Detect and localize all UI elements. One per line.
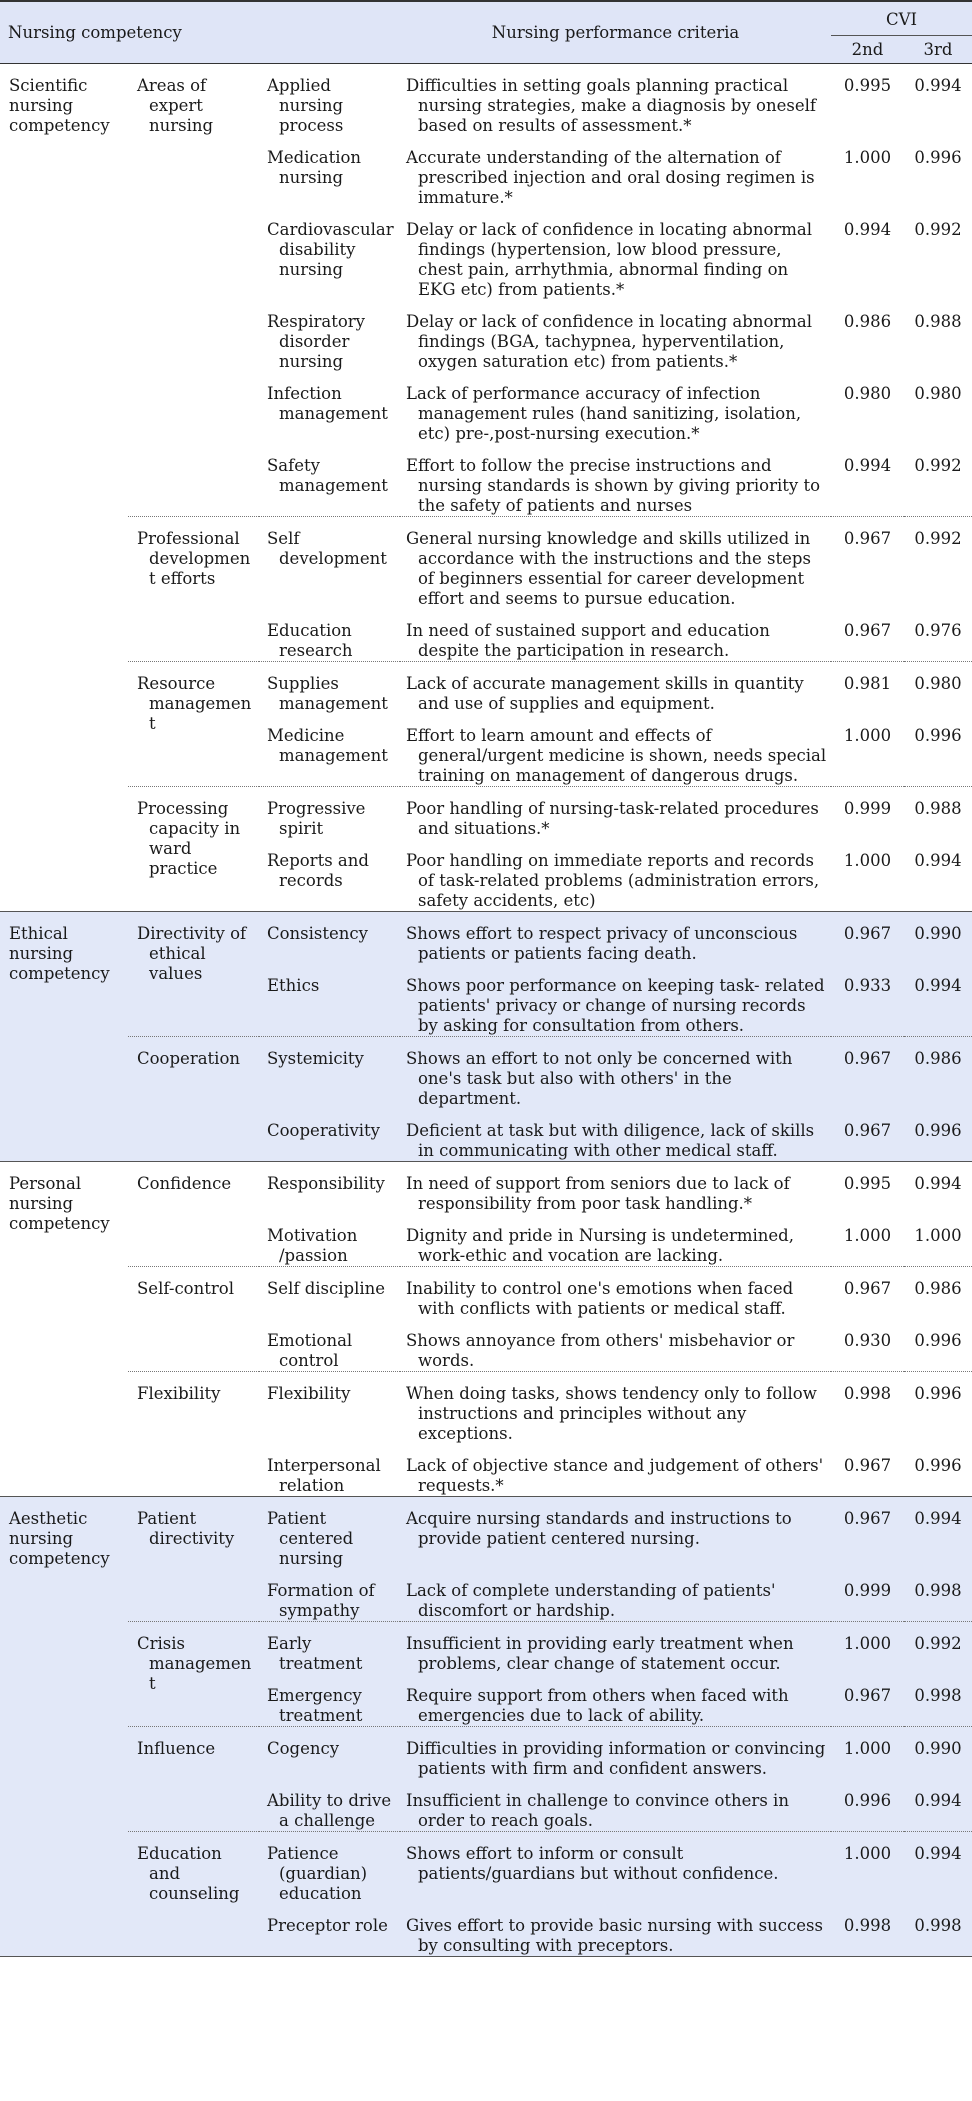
subdomain-label: Professional development efforts (137, 529, 251, 588)
performance-criteria (400, 300, 831, 372)
criteria-text: Lack of complete understanding of patients' discomfort or hardship. (406, 1581, 776, 1620)
competency-item (259, 1622, 400, 1675)
performance-criteria (400, 839, 831, 912)
competency-item (259, 714, 400, 787)
criteria-text: Gives effort to provide basic nursing with success by consulting with preceptors. (406, 1916, 823, 1955)
performance-criteria (400, 1267, 831, 1320)
cvi-2nd-value: 0.967 (831, 1267, 904, 1320)
competency-item (259, 964, 400, 1037)
criteria-text: Dignity and pride in Nursing is undetermined, work-ethic and vocation are lacking. (406, 1226, 794, 1265)
competency-subdomain (128, 662, 259, 787)
cvi-2nd-value: 0.933 (831, 964, 904, 1037)
competency-item (259, 1444, 400, 1497)
competency-item (259, 1497, 400, 1570)
criteria-text: Effort to follow the precise instructions and nursing standards is shown by giving priority to the safety of patients and nurses (406, 456, 821, 515)
performance-criteria (400, 1622, 831, 1675)
criteria-text: Effort to learn amount and effects of general/urgent medicine is shown, needs special training on management of dangerous drugs. (406, 726, 827, 785)
table-row (0, 517, 972, 610)
competency-item (259, 444, 400, 517)
table-row (0, 1037, 972, 1110)
competency-domain: Ethical nursing competency (0, 912, 128, 1162)
criteria-text: Require support from others when faced with emergencies due to lack of ability. (406, 1686, 789, 1725)
cvi-2nd-value: 0.995 (831, 1162, 904, 1215)
cvi-2nd-value: 1.000 (831, 1622, 904, 1675)
item-label: Emergency treatment (267, 1686, 363, 1725)
cvi-3rd-value: 0.980 (904, 662, 972, 715)
cvi-3rd-value: 0.996 (904, 136, 972, 208)
cvi-3rd-value: 0.996 (904, 1319, 972, 1372)
item-label: Consistency (267, 924, 368, 943)
cvi-2nd-value: 0.980 (831, 372, 904, 444)
cvi-2nd-value: 0.994 (831, 208, 904, 300)
competency-item (259, 1779, 400, 1832)
cvi-3rd-value: 0.994 (904, 1497, 972, 1570)
competency-item (259, 1037, 400, 1110)
performance-criteria (400, 208, 831, 300)
cvi-2nd-value: 1.000 (831, 1214, 904, 1267)
cvi-2nd-value: 0.967 (831, 517, 904, 610)
item-label: Systemicity (267, 1049, 364, 1068)
competency-item (259, 136, 400, 208)
performance-criteria (400, 1832, 831, 1905)
criteria-text: Shows effort to respect privacy of unconscious patients or patients facing death. (406, 924, 798, 963)
subdomain-label: Influence (137, 1739, 216, 1758)
criteria-text: Difficulties in providing information or convincing patients with firm and confident answers. (406, 1739, 826, 1778)
performance-criteria (400, 1319, 831, 1372)
performance-criteria (400, 964, 831, 1037)
competency-item (259, 787, 400, 840)
criteria-text: Accurate understanding of the alternation of prescribed injection and oral dosing regimen is immature.* (406, 148, 815, 207)
performance-criteria (400, 372, 831, 444)
competency-subdomain (128, 1622, 259, 1727)
cvi-2nd-value: 1.000 (831, 1832, 904, 1905)
competency-item (259, 1904, 400, 1957)
performance-criteria (400, 1779, 831, 1832)
table-row (0, 1622, 972, 1675)
competency-subdomain (128, 1832, 259, 1957)
cvi-3rd-value: 0.992 (904, 444, 972, 517)
cvi-3rd-value: 0.986 (904, 1037, 972, 1110)
cvi-2nd-value: 0.998 (831, 1372, 904, 1445)
performance-criteria (400, 662, 831, 715)
item-label: Infection management (267, 384, 388, 423)
performance-criteria (400, 1444, 831, 1497)
table-row (0, 912, 972, 965)
cvi-3rd-value: 0.980 (904, 372, 972, 444)
item-label: Preceptor role (267, 1916, 388, 1935)
criteria-text: Lack of objective stance and judgement of others' requests.* (406, 1456, 824, 1495)
competency-item (259, 208, 400, 300)
competency-item (259, 912, 400, 965)
item-label: Patient centered nursing (267, 1509, 354, 1568)
competency-item (259, 1319, 400, 1372)
cvi-3rd-value: 0.992 (904, 1622, 972, 1675)
competency-subdomain (128, 64, 259, 517)
subdomain-label: Flexibility (137, 1384, 221, 1403)
cvi-3rd-value: 0.992 (904, 208, 972, 300)
cvi-2nd-value: 0.998 (831, 1904, 904, 1957)
criteria-text: Deficient at task but with diligence, lack of skills in communicating with other medical staff. (406, 1121, 815, 1160)
competency-domain: Scientific nursing competency (0, 64, 128, 912)
competency-item (259, 609, 400, 662)
table-row (0, 64, 972, 137)
cvi-2nd-value: 0.967 (831, 1444, 904, 1497)
performance-criteria (400, 1037, 831, 1110)
criteria-text: Poor handling of nursing-task-related procedures and situations.* (406, 799, 819, 838)
competency-subdomain (128, 912, 259, 1037)
performance-criteria (400, 1497, 831, 1570)
cvi-2nd-value: 1.000 (831, 136, 904, 208)
cvi-2nd-value: 0.967 (831, 609, 904, 662)
header-cvi-2nd: 2nd (831, 36, 904, 64)
cvi-2nd-value: 0.995 (831, 64, 904, 137)
competency-subdomain (128, 787, 259, 912)
criteria-text: When doing tasks, shows tendency only to follow instructions and principles without any exceptions. (406, 1384, 817, 1443)
performance-criteria (400, 64, 831, 137)
performance-criteria (400, 1162, 831, 1215)
performance-criteria (400, 609, 831, 662)
cvi-2nd-value: 0.930 (831, 1319, 904, 1372)
item-label: Responsibility (267, 1174, 385, 1193)
item-label: Self discipline (267, 1279, 386, 1298)
item-label: Motivation /passion (267, 1226, 358, 1265)
competency-item (259, 1569, 400, 1622)
item-label: Cogency (267, 1739, 340, 1758)
criteria-text: Shows an effort to not only be concerned with one's task but also with others' in the department. (406, 1049, 793, 1108)
table-row (0, 1267, 972, 1320)
item-label: Supplies management (267, 674, 388, 713)
item-label: Interpersonal relation (267, 1456, 381, 1495)
criteria-text: Insufficient in providing early treatment when problems, clear change of statement occur. (406, 1634, 794, 1673)
performance-criteria (400, 912, 831, 965)
subdomain-label: Education and counseling (137, 1844, 240, 1903)
performance-criteria (400, 714, 831, 787)
cvi-3rd-value: 0.976 (904, 609, 972, 662)
table-row (0, 1372, 972, 1445)
competency-group (0, 1162, 972, 1497)
cvi-2nd-value: 0.967 (831, 1674, 904, 1727)
competency-item (259, 300, 400, 372)
table-row (0, 662, 972, 715)
competency-item (259, 1372, 400, 1445)
competency-group (0, 64, 972, 912)
table-row (0, 787, 972, 840)
cvi-3rd-value: 0.996 (904, 714, 972, 787)
subdomain-label: Directivity of ethical values (137, 924, 247, 983)
cvi-3rd-value: 0.996 (904, 1372, 972, 1445)
item-label: Reports and records (267, 851, 369, 890)
competency-subdomain (128, 1267, 259, 1372)
cvi-2nd-value: 1.000 (831, 839, 904, 912)
cvi-3rd-value: 0.994 (904, 964, 972, 1037)
criteria-text: Shows annoyance from others' misbehavior or words. (406, 1331, 795, 1370)
competency-item (259, 1674, 400, 1727)
cvi-3rd-value: 0.988 (904, 787, 972, 840)
cvi-3rd-value: 0.994 (904, 1779, 972, 1832)
subdomain-label: Crisis management (137, 1634, 252, 1693)
cvi-3rd-value: 0.998 (904, 1674, 972, 1727)
performance-criteria (400, 1904, 831, 1957)
performance-criteria (400, 1109, 831, 1162)
competency-item (259, 372, 400, 444)
cvi-2nd-value: 0.967 (831, 1497, 904, 1570)
subdomain-label: Processing capacity in ward practice (137, 799, 241, 878)
criteria-text: Delay or lack of confidence in locating abnormal findings (BGA, tachypnea, hyperventilation, oxygen saturation etc) from patients.* (406, 312, 813, 371)
competency-subdomain (128, 1727, 259, 1832)
performance-criteria (400, 444, 831, 517)
item-label: Ethics (267, 976, 320, 995)
performance-criteria (400, 136, 831, 208)
subdomain-label: Areas of expert nursing (137, 76, 214, 135)
competency-group (0, 912, 972, 1162)
item-label: Applied nursing process (267, 76, 344, 135)
performance-criteria (400, 1372, 831, 1445)
header-competency: Nursing competency (0, 1, 400, 64)
cvi-3rd-value: 0.998 (904, 1904, 972, 1957)
header-cvi: CVI (831, 1, 972, 36)
cvi-3rd-value: 0.988 (904, 300, 972, 372)
competency-subdomain (128, 1162, 259, 1267)
criteria-text: Shows poor performance on keeping task- related patients' privacy or change of nursing records by asking for consultation from others. (406, 976, 825, 1035)
item-label: Early treatment (267, 1634, 363, 1673)
item-label: Medication nursing (267, 148, 362, 187)
subdomain-label: Confidence (137, 1174, 232, 1193)
table-row (0, 1497, 972, 1570)
item-label: Patience (guardian) education (267, 1844, 368, 1903)
cvi-3rd-value: 0.986 (904, 1267, 972, 1320)
cvi-2nd-value: 0.967 (831, 1037, 904, 1110)
competency-subdomain (128, 1497, 259, 1622)
subdomain-label: Patient directivity (137, 1509, 235, 1548)
table-row (0, 1162, 972, 1215)
subdomain-label: Cooperation (137, 1049, 241, 1068)
criteria-text: Delay or lack of confidence in locating abnormal findings (hypertension, low blood pressure, chest pain, arrhythmia, abnormal finding on EKG etc) from patients.* (406, 220, 813, 299)
performance-criteria (400, 787, 831, 840)
criteria-text: Lack of accurate management skills in quantity and use of supplies and equipment. (406, 674, 804, 713)
criteria-text: Insufficient in challenge to convince others in order to reach goals. (406, 1791, 789, 1830)
cvi-2nd-value: 0.994 (831, 444, 904, 517)
performance-criteria (400, 1674, 831, 1727)
cvi-3rd-value: 0.990 (904, 1727, 972, 1780)
competency-subdomain (128, 1037, 259, 1162)
cvi-3rd-value: 0.994 (904, 839, 972, 912)
competency-item (259, 1109, 400, 1162)
cvi-3rd-value: 0.996 (904, 1444, 972, 1497)
cvi-2nd-value: 0.986 (831, 300, 904, 372)
cvi-2nd-value: 0.999 (831, 787, 904, 840)
cvi-3rd-value: 0.994 (904, 1162, 972, 1215)
competency-domain: Aesthetic nursing competency (0, 1497, 128, 1957)
criteria-text: General nursing knowledge and skills utilized in accordance with the instructions and the steps of beginners essential for career development effort and seems to pursue education. (406, 529, 811, 608)
item-label: Cooperativity (267, 1121, 381, 1140)
item-label: Formation of sympathy (267, 1581, 375, 1620)
cvi-3rd-value: 0.992 (904, 517, 972, 610)
item-label: Respiratory disorder nursing (267, 312, 365, 371)
competency-item (259, 1727, 400, 1780)
competency-item (259, 1214, 400, 1267)
subdomain-label: Self-control (137, 1279, 234, 1298)
competency-subdomain (128, 517, 259, 662)
performance-criteria (400, 1569, 831, 1622)
cvi-3rd-value: 0.994 (904, 1832, 972, 1905)
item-label: Flexibility (267, 1384, 351, 1403)
cvi-2nd-value: 0.967 (831, 912, 904, 965)
item-label: Progressive spirit (267, 799, 366, 838)
criteria-text: Inability to control one's emotions when faced with conflicts with patients or medical staff. (406, 1279, 794, 1318)
competency-item (259, 64, 400, 137)
cvi-2nd-value: 1.000 (831, 1727, 904, 1780)
cvi-2nd-value: 0.996 (831, 1779, 904, 1832)
header-cvi-3rd: 3rd (904, 36, 972, 64)
cvi-3rd-value: 0.996 (904, 1109, 972, 1162)
competency-item (259, 1162, 400, 1215)
competency-item (259, 662, 400, 715)
item-label: Ability to drive a challenge (267, 1791, 392, 1830)
cvi-3rd-value: 1.000 (904, 1214, 972, 1267)
item-label: Medicine management (267, 726, 388, 765)
item-label: Safety management (267, 456, 388, 495)
cvi-2nd-value: 0.981 (831, 662, 904, 715)
competency-item (259, 839, 400, 912)
competency-item (259, 517, 400, 610)
performance-criteria (400, 1727, 831, 1780)
cvi-3rd-value: 0.998 (904, 1569, 972, 1622)
item-label: Cardiovascular disability nursing (267, 220, 394, 279)
cvi-3rd-value: 0.994 (904, 64, 972, 137)
competency-item (259, 1267, 400, 1320)
header-criteria: Nursing performance criteria (400, 1, 831, 64)
table-header (0, 1, 972, 64)
cvi-3rd-value: 0.990 (904, 912, 972, 965)
cvi-2nd-value: 0.967 (831, 1109, 904, 1162)
criteria-text: In need of support from seniors due to lack of responsibility from poor task handling.* (406, 1174, 790, 1213)
performance-criteria (400, 517, 831, 610)
competency-item (259, 1832, 400, 1905)
cvi-2nd-value: 1.000 (831, 714, 904, 787)
criteria-text: Poor handling on immediate reports and records of task-related problems (administration errors, safety accidents, etc) (406, 851, 820, 910)
criteria-text: Shows effort to inform or consult patients/guardians but without confidence. (406, 1844, 779, 1883)
criteria-text: In need of sustained support and education despite the participation in research. (406, 621, 770, 660)
competency-subdomain (128, 1372, 259, 1497)
criteria-text: Lack of performance accuracy of infection management rules (hand sanitizing, isolation, etc) pre-,post-nursing execution.* (406, 384, 802, 443)
item-label: Emotional control (267, 1331, 353, 1370)
performance-criteria (400, 1214, 831, 1267)
criteria-text: Acquire nursing standards and instructions to provide patient centered nursing. (406, 1509, 792, 1548)
criteria-text: Difficulties in setting goals planning practical nursing strategies, make a diagnosis by oneself based on results of assessment.* (406, 76, 816, 135)
subdomain-label: Resource management (137, 674, 252, 733)
item-label: Self development (267, 529, 387, 568)
table-row (0, 1727, 972, 1780)
competency-group (0, 1497, 972, 1957)
cvi-2nd-value: 0.999 (831, 1569, 904, 1622)
item-label: Education research (267, 621, 353, 660)
competency-domain: Personal nursing competency (0, 1162, 128, 1497)
table-row (0, 1832, 972, 1905)
